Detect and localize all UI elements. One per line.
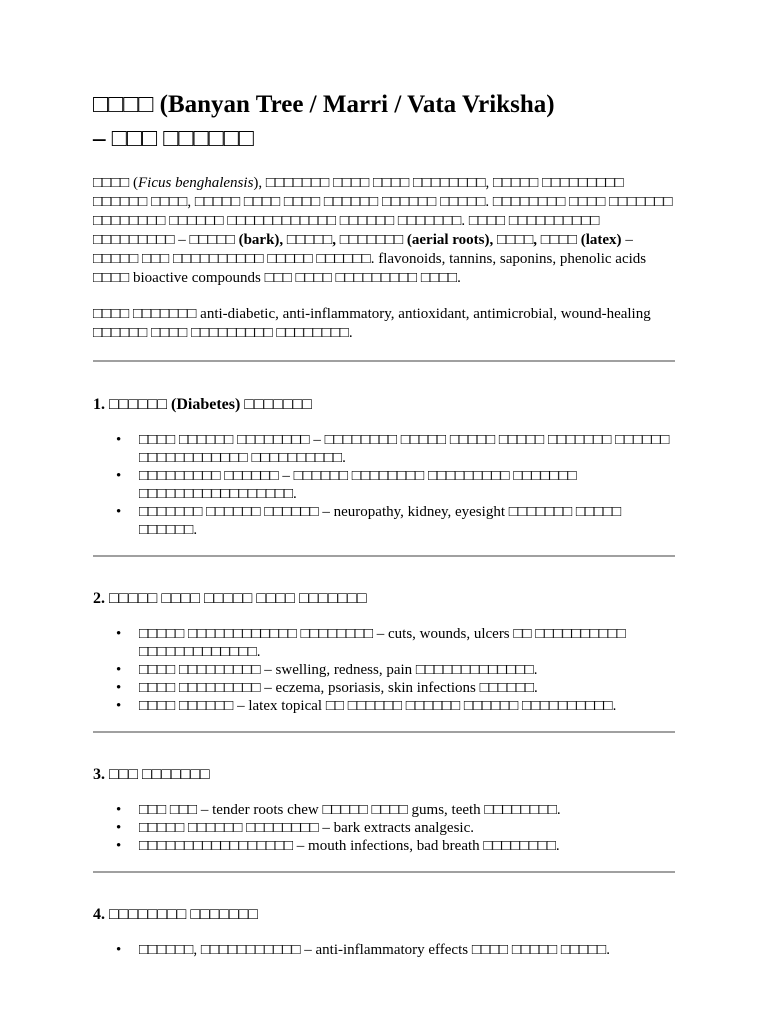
section-heading: 3. □□□ □□□□□□□ bbox=[93, 766, 210, 783]
list-item: • □□□□ □□□□□□□□□ – swelling, redness, pain □□□□□□□□□□□□□. bbox=[139, 661, 675, 679]
list-item: • □□□□□□□ □□□□□□ □□□□□□ – neuropathy, kidney, eyesight □□□□□□□ □□□□□ □□□□□□. bbox=[139, 503, 675, 539]
divider bbox=[93, 871, 675, 873]
list-item: • □□□□□□□□□□□□□□□□□ – mouth infections, bad breath □□□□□□□□. bbox=[139, 837, 675, 855]
section-heading: 2. □□□□□ □□□□ □□□□□ □□□□ □□□□□□□ bbox=[93, 590, 367, 607]
divider bbox=[93, 360, 675, 362]
title-local-name: □□□□ bbox=[93, 91, 154, 118]
list-item: • □□□□ □□□□□□ □□□□□□□□ – □□□□□□□□ □□□□□ □□□□□ □□□□□ □□□□□□□ □□□□□□ □□□□□□□□□□□□ □□□□□□□□□□. bbox=[139, 431, 675, 467]
plant-parts: □□□□□ (bark), □□□□□, □□□□□□□ (aerial roots), □□□□, □□□□ (latex) bbox=[189, 232, 622, 248]
title-subtitle: – □□□ □□□□□□ bbox=[93, 125, 254, 152]
section-list bbox=[93, 941, 675, 959]
list-item: • □□□□□ □□□□□□□□□□□□ □□□□□□□□ – cuts, wounds, ulcers □□ □□□□□□□□□□ □□□□□□□□□□□□□. bbox=[139, 625, 675, 661]
divider bbox=[93, 555, 675, 557]
properties-paragraph: □□□□ □□□□□□□ anti-diabetic, anti-inflammatory, antioxidant, antimicrobial, wound-healing □□□□□□ □□□□ □□□□□□□□□ □□□□□□□□. bbox=[93, 306, 651, 341]
list-item: • □□□□□□□□□ □□□□□□ – □□□□□□ □□□□□□□□ □□□□□□□□□ □□□□□□□ □□□□□□□□□□□□□□□□□. bbox=[139, 467, 675, 503]
title-english-names: (Banyan Tree / Marri / Vata Vriksha) bbox=[159, 91, 555, 118]
intro-text-3: – □□□□□ □□□ □□□□□□□□□□ □□□□□ □□□□□□. flavonoids, tannins, saponins, phenolic acids □□□□ bioactive compounds □□□ □□□□ □□□□□□□□□ □□□□. bbox=[93, 232, 647, 286]
list-item: • □□□□□ □□□□□□ □□□□□□□□ – bark extracts analgesic. bbox=[139, 819, 675, 837]
list-item: • □□□□ □□□□□□ – latex topical □□ □□□□□□ □□□□□□ □□□□□□ □□□□□□□□□□. bbox=[139, 697, 675, 715]
page-title bbox=[93, 88, 675, 156]
species-name: Ficus benghalensis bbox=[138, 175, 254, 191]
section-list bbox=[93, 625, 675, 715]
intro-paragraph bbox=[93, 174, 675, 288]
section-list bbox=[93, 801, 675, 855]
list-item: • □□□□□□, □□□□□□□□□□□ – anti-inflammatory effects □□□□ □□□□□ □□□□□. bbox=[139, 941, 675, 959]
divider bbox=[93, 731, 675, 733]
intro-text-2: ), □□□□□□□ □□□□ □□□□ □□□□□□□□, □□□□□ □□□□□□□□□ □□□□□□ □□□□, □□□□□ □□□□ □□□□ □□□□□□ □□□□□□ □□□□□. □□□□□□□□ □□□□ □□□□□□□ □□□□□□□□ □□□□□□ □□□□□□□□□□□□ □□□□□□ □□□□□□□. □□□□ □□□□□□□□□□ □□□□□□□□□ – bbox=[93, 175, 673, 248]
list-item: • □□□□ □□□□□□□□□ – eczema, psoriasis, skin infections □□□□□□. bbox=[139, 679, 675, 697]
intro-text-1: □□□□ ( bbox=[93, 175, 138, 191]
section-heading: 4. □□□□□□□□ □□□□□□□ bbox=[93, 906, 258, 923]
section-heading: 1. □□□□□□ (Diabetes) □□□□□□□ bbox=[93, 396, 312, 413]
list-item: • □□□ □□□ – tender roots chew □□□□□ □□□□ gums, teeth □□□□□□□□. bbox=[139, 801, 675, 819]
section-list bbox=[93, 431, 675, 539]
